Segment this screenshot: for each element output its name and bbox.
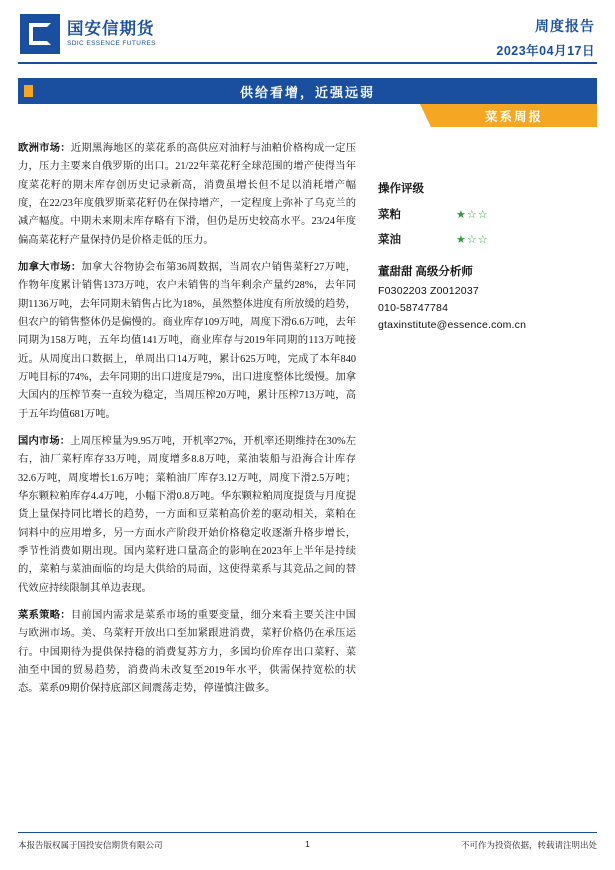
header-divider — [18, 62, 597, 64]
analyst-name: 董甜甜 高级分析师 — [378, 266, 473, 278]
footer-divider — [18, 832, 597, 833]
paragraph-strategy — [18, 607, 356, 699]
paragraph-text: 上周压榨量为9.95万吨，开机率27%，开机率还期维持在30%左右，油厂菜籽库存33万吨，周度增多8.8万吨，菜油装船与沿海合计库存32.6万吨，周度增长1.6万吨；菜粕油厂库存3.12万吨，周度下滑2.5万吨；华东颗粒粕库存4.4万吨，小幅下滑0.8万吨。华东颗粒粕周度提货与月度提货上量保持同比增长的趋势，一方面和豆菜粕高价差的驱动相关，菜粕在饲料中的应用增多，另一方面水产阶段开始价格稳定收逐渐升格步增长，季节性消费如期出现。国内菜籽进口量高企的影响在2023年上半年是持续的，菜粕与菜油面临的均是大供给的局面，这使得菜系与其竞品之间的替代效应持续限制其单边表现。 — [18, 435, 356, 594]
header-meta — [496, 16, 595, 59]
rating-row — [378, 206, 599, 222]
logo-mark-icon — [20, 14, 60, 54]
logo-text — [67, 20, 156, 47]
rating-row — [378, 231, 599, 247]
footer-disclaimer: 不可作为投资依据，转载请注明出处 — [460, 840, 597, 850]
paragraph-text: 近期黑海地区的菜花系的高供应对油籽与油粕价格构成一定压力，压力主要来自俄罗斯的出口。21/22年菜花籽全球范围的增产使得当年度菜花籽的期末库存创历史记录新高，消费虽增长但不足以消耗增产幅度，在22/23年度俄罗斯菜花籽仍在保持增产，一定程度上弥补了乌克兰的减产幅度。中期未来期末库存略有下滑，但仍是历史较高水平。23/24年度偏高菜花籽产量保持仍是价格走低的压力。 — [18, 143, 357, 246]
sidebar — [370, 140, 599, 828]
page-footer — [18, 832, 597, 858]
analyst-phone: 010-58747784 — [378, 302, 449, 314]
footer-copyright: 本报告版权属于国投安信期货有限公司 — [18, 840, 163, 850]
logo-name-en: SDIC ESSENCE FUTURES — [67, 39, 156, 47]
rating-section-title: 操作评级 — [378, 183, 424, 195]
paragraph-domestic — [18, 433, 356, 598]
paragraph-text: 加拿大谷物协会布第36周数据，当周农户销售菜籽27万吨，作物年度累计销售1373万吨，农户未销售的当年剩余产量约28%，去年同期1136万吨，去年同期未销售占比为18%，虽然整体进度有所放缓的趋势，但农户的销售整体仍是偏慢的。商业库存109万吨，周度下滑6.6万吨，去年同期为158万吨，五年均值141万吨，商业库存与2019年同期的113万吨接近。从周度出口数据上，单周出口14万吨，累计625万吨，完成了本年840万吨目标的74%，去年同期的出口进度是79%，出口进度整体比缓慢。加拿大国内的压榨节奏一直较为稳定，当周压榨20万吨，累计压榨713万吨，高于五年均值681万吨。 — [18, 261, 357, 420]
paragraph-text: 目前国内需求是菜系市场的重要变量，细分来看主要关注中国与欧洲市场。美、乌菜籽开放出口至加紧跟进消费，菜籽价格仍在承压运行。中国期待为提供保持稳的消费复苏方力，多国均价库存出口菜籽、菜油至中国的贸易趋势，消费尚未改复至2019年水平，供需保持宽松的状态。菜系09期价保持底部区间震荡走势，停谨慎注做多。 — [18, 609, 357, 695]
report-body — [0, 128, 615, 828]
rating-label-rapeseed-oil: 菜油 — [378, 234, 401, 246]
analyst-email[interactable]: gtaxinstitute@essence.com.cn — [378, 319, 527, 331]
rating-stars: ★☆☆ — [456, 208, 489, 221]
main-content-column — [18, 140, 370, 828]
paragraph-lead: 加拿大市场： — [18, 261, 82, 273]
analyst-license: F0302203 Z0012037 — [378, 285, 479, 297]
company-logo — [20, 14, 156, 54]
paragraph-lead: 欧洲市场： — [18, 143, 71, 154]
rating-stars: ★☆☆ — [456, 233, 489, 246]
report-type: 周度报告 — [535, 18, 595, 34]
report-series-badge: 菜系周报 — [431, 104, 597, 127]
analyst-info — [378, 263, 599, 331]
report-date: 2023年04月17日 — [496, 44, 595, 58]
sub-banner-wrap — [18, 104, 597, 128]
rating-label-rapeseed-meal: 菜粕 — [378, 209, 401, 221]
logo-name-cn: 国安信期货 — [67, 19, 155, 39]
page-title: 供给看增，近强远弱 — [18, 78, 597, 104]
paragraph-canada — [18, 259, 356, 424]
paragraph-lead: 菜系策略： — [18, 609, 71, 621]
page-number: 1 — [305, 839, 310, 849]
title-banner-wrap — [18, 78, 597, 104]
paragraph-lead: 国内市场： — [18, 435, 71, 447]
page-header — [0, 0, 615, 68]
paragraph-europe — [18, 140, 356, 250]
